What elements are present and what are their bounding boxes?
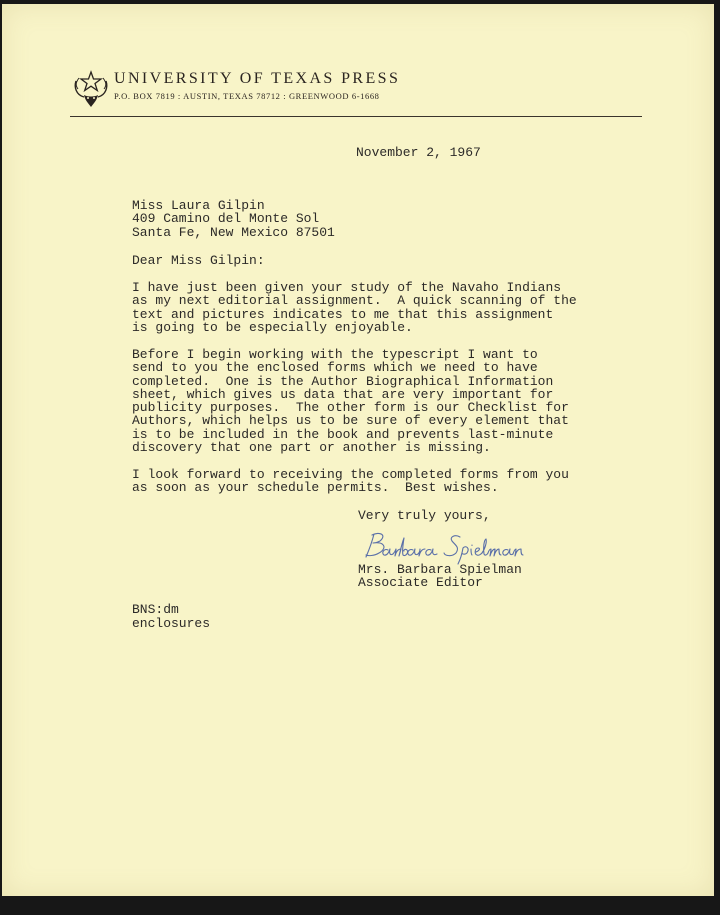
body-paragraph: Before I begin working with the typescript I want to send to you the enclosed forms which we need to have completed. One is the Author Biographical Information sheet, which gives us data that are very important for publicity purposes. The other form is our Checklist for Authors, which helps us to be sure of every element that is to be included in the book and prevents last-minute discovery that one part or another is missing. <box>132 347 569 456</box>
press-name: UNIVERSITY OF TEXAS PRESS <box>114 70 401 87</box>
body-paragraph: I have just been given your study of the Navaho Indians as my next editorial assignment. A quick scanning of the text and pictures indicates to me that this assignment is going to be especially enjoyable. <box>132 280 577 335</box>
longhorn-star-seal-icon <box>72 69 110 109</box>
recipient-name: Miss Laura Gilpin <box>132 198 265 213</box>
letterhead-divider <box>70 116 642 117</box>
letter-date: November 2, 1967 <box>356 145 481 160</box>
salutation: Dear Miss Gilpin: <box>132 253 265 268</box>
recipient-city: Santa Fe, New Mexico 87501 <box>132 224 335 240</box>
signer-title: Associate Editor <box>358 575 483 590</box>
handwritten-signature <box>360 526 580 566</box>
reference-initials: BNS:dm <box>132 602 179 617</box>
signature-text <box>360 526 367 527</box>
recipient-address <box>132 199 335 239</box>
enclosures-notation: enclosures <box>132 616 211 631</box>
recipient-street: 409 Camino del Monte Sol <box>132 211 320 227</box>
body-paragraph: I look forward to receiving the completed forms from you as soon as your schedule permits. Best wishes. <box>132 467 569 496</box>
signer-name: Mrs. Barbara Spielman <box>358 562 522 577</box>
signature-image <box>360 526 580 566</box>
press-address: P.O. BOX 7819 : AUSTIN, TEXAS 78712 : GREENWOOD 6-1668 <box>114 91 380 101</box>
closing: Very truly yours, <box>358 508 491 523</box>
